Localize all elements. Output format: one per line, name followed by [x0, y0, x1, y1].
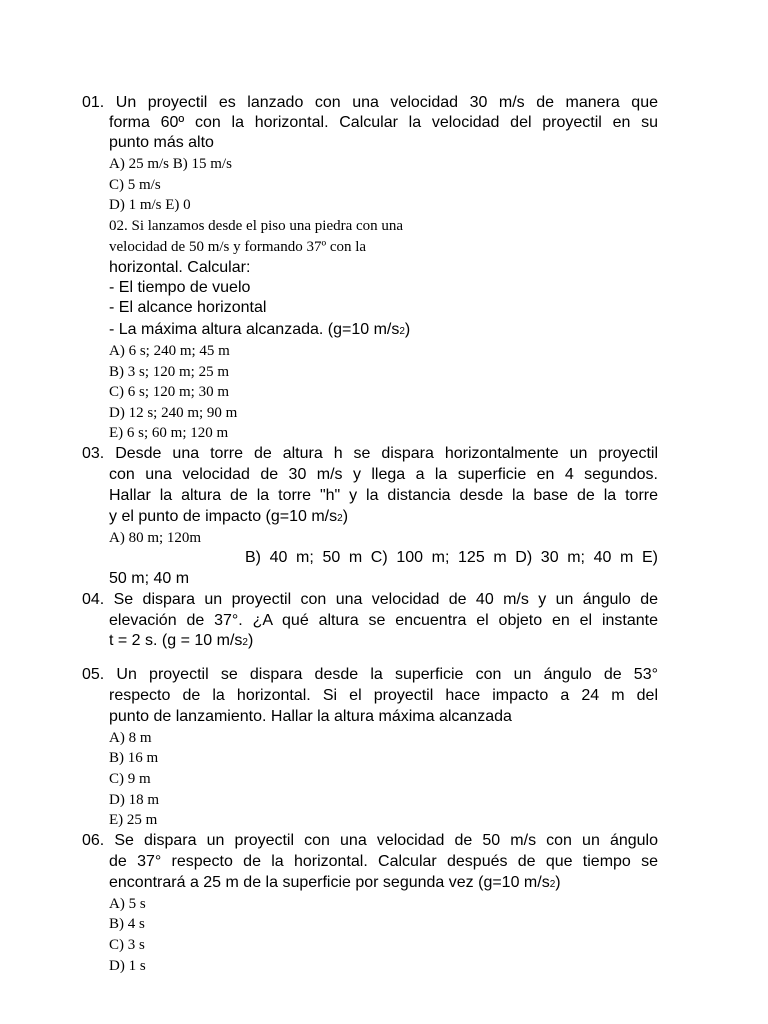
problem-02-item-2: - El alcance horizontal	[109, 299, 267, 316]
problem-03-option-e-cont: 50 m; 40 m	[109, 570, 190, 587]
problem-04-line-2: elevación de 37°. ¿A qué altura se encuentra el objeto en el instante	[109, 612, 658, 629]
problem-06-line-3-text: encontrará a 25 m de la superficie por segunda vez (g=10 m/s	[109, 874, 550, 891]
problem-05-option-c: C) 9 m	[109, 771, 151, 787]
problem-04-line-3-text: t = 2 s. (g = 10 m/s	[109, 632, 243, 649]
problem-02-line-3: horizontal. Calcular:	[109, 259, 251, 276]
problem-02-item-3	[109, 320, 410, 342]
exponent: 2	[399, 326, 405, 337]
problem-06-option-c: C) 3 s	[109, 937, 145, 953]
problem-05-option-b: B) 16 m	[109, 750, 159, 766]
exponent: 2	[242, 637, 248, 648]
problem-03-options-bcde: B) 40 m; 50 m C) 100 m; 125 m D) 30 m; 40 m E)	[245, 549, 658, 566]
closing-paren: )	[404, 321, 411, 338]
problem-02-option-e: E) 6 s; 60 m; 120 m	[109, 425, 229, 441]
problem-03-line-3: Hallar la altura de la torre "h" y la distancia desde la base de la torre	[109, 487, 658, 504]
problem-03-line-4	[109, 507, 348, 529]
problem-05-option-e: E) 25 m	[109, 812, 158, 828]
problem-02-option-c: C) 6 s; 120 m; 30 m	[109, 384, 230, 400]
problem-02-option-b: B) 3 s; 120 m; 25 m	[109, 364, 230, 380]
problem-03-line-2: con una velocidad de 30 m/s y llega a la superficie en 4 segundos.	[109, 466, 658, 483]
problem-05-option-a: A) 8 m	[109, 730, 152, 746]
problem-02-line-2: velocidad de 50 m/s y formando 37º con la	[109, 239, 367, 255]
problem-05-line-1: 05. Un proyectil se dispara desde la superficie con un ángulo de 53°	[82, 666, 658, 683]
problem-06-option-b: B) 4 s	[109, 916, 145, 932]
problem-01-option-ab: A) 25 m/s B) 15 m/s	[109, 156, 232, 172]
problem-06-line-1: 06. Se dispara un proyectil con una velocidad de 50 m/s con un ángulo	[82, 832, 658, 849]
problem-05-option-d: D) 18 m	[109, 792, 159, 808]
problem-02-item-3-text: - La máxima altura alcanzada. (g=10 m/s	[109, 321, 400, 338]
problem-01-line-2: forma 60º con la horizontal. Calcular la velocidad del proyectil en su	[109, 114, 658, 131]
problem-01-option-c: C) 5 m/s	[109, 177, 161, 193]
problem-05-line-3: punto de lanzamiento. Hallar la altura máxima alcanzada	[109, 708, 512, 725]
problem-02-option-d: D) 12 s; 240 m; 90 m	[109, 405, 238, 421]
closing-paren: )	[247, 632, 254, 649]
problem-03-line-1: 03. Desde una torre de altura h se dispara horizontalmente un proyectil	[82, 445, 658, 462]
problem-04-line-3	[109, 631, 253, 653]
problem-02-line-1: 02. Si lanzamos desde el piso una piedra con una	[109, 218, 404, 234]
problem-06-line-2: de 37° respecto de la horizontal. Calcular después de que tiempo se	[109, 853, 658, 870]
problem-06-line-3	[109, 873, 561, 895]
problem-01-line-3: punto más alto	[109, 134, 214, 151]
problem-05-line-2: respecto de la horizontal. Si el proyectil hace impacto a 24 m del	[109, 687, 658, 704]
exponent: 2	[337, 513, 343, 524]
problem-03-line-4-text: y el punto de impacto (g=10 m/s	[109, 508, 338, 525]
problem-03-option-a: A) 80 m; 120m	[109, 530, 202, 546]
closing-paren: )	[342, 508, 349, 525]
problem-01-option-de: D) 1 m/s E) 0	[109, 197, 191, 213]
problem-04-line-1: 04. Se dispara un proyectil con una velocidad de 40 m/s y un ángulo de	[82, 591, 658, 608]
closing-paren: )	[555, 874, 561, 891]
problem-02-item-1: - El tiempo de vuelo	[109, 279, 251, 296]
problem-01-line-1: 01. Un proyectil es lanzado con una velocidad 30 m/s de manera que	[82, 94, 658, 111]
problem-02-option-a: A) 6 s; 240 m; 45 m	[109, 343, 230, 359]
problem-06-option-d: D) 1 s	[109, 958, 146, 974]
problem-06-option-a: A) 5 s	[109, 896, 146, 912]
exponent: 2	[549, 879, 556, 890]
